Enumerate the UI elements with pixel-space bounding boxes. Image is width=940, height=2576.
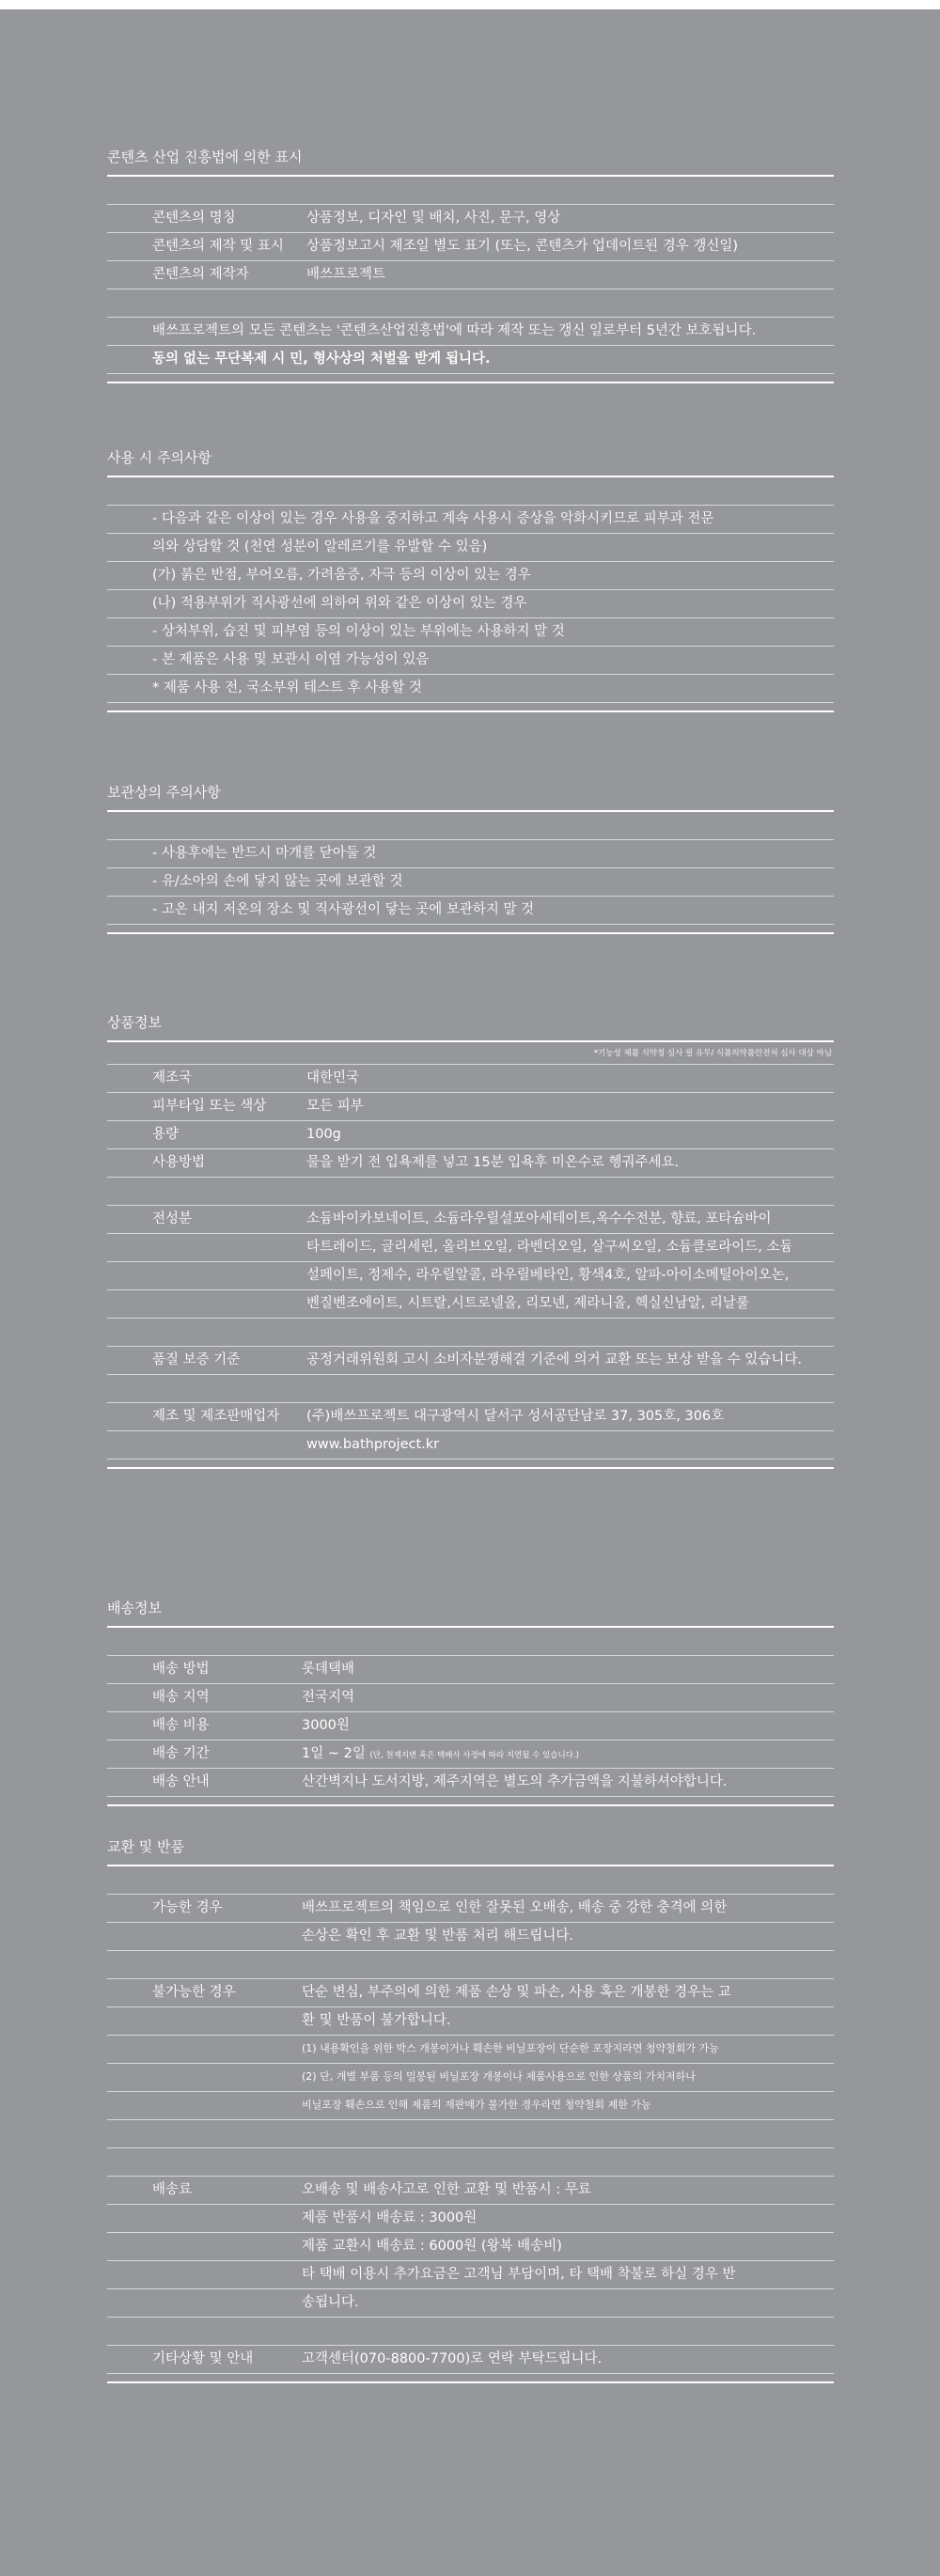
fee-row: 송됩니다.: [107, 2289, 834, 2318]
content-production-row: 콘텐츠의 제작 및 표시 상품정보고시 제조일 별도 표기 (또는, 콘텐츠가 업데이트된 경우 갱신일): [107, 233, 834, 261]
ingredients-row: 설페이트, 정제수, 라우릴알콜, 라우릴베타인, 황색4호, 알파-아이소메틸아이오논,: [107, 1262, 834, 1290]
possible-row: 가능한 경우 배쓰프로젝트의 책임으로 인한 잘못된 오배송, 배송 중 강한 충격에 의한: [107, 1895, 834, 1923]
origin-row: 제조국 대한민국: [107, 1065, 834, 1093]
maker-row: 제조 및 제조판매업자 (주)배쓰프로젝트 대구광역시 달서구 성서공단남로 37, 305호, 306호: [107, 1403, 834, 1431]
website-row: [107, 1431, 834, 1460]
shipping-area-row: 배송 지역 전국지역: [107, 1684, 834, 1712]
content-producer-row: 콘텐츠의 제작자 배쓰프로젝트: [107, 261, 834, 289]
caution-line: (가) 붉은 반점, 부어오름, 가려움증, 자극 등의 이상이 있는 경우: [107, 562, 834, 590]
skin-type-row: 피부타입 또는 색상 모든 피부: [107, 1093, 834, 1121]
section-title: 사용 시 주의사항: [107, 444, 834, 477]
product-info-section: [107, 1008, 834, 1469]
shipping-guide-row: 배송 안내 산간벽지나 도서지방, 제주지역은 별도의 추가금액을 지불하셔야합니다.: [107, 1769, 834, 1797]
section-title: 상품정보: [107, 1008, 834, 1042]
top-bar: [0, 0, 940, 9]
impossible-note: 비닐포장 훼손으로 인해 제품의 재판매가 불가한 경우라면 청약철회 제한 가능: [107, 2092, 834, 2120]
caution-line: - 상처부위, 습진 및 피부염 등의 이상이 있는 부위에는 사용하지 말 것: [107, 618, 834, 647]
shipping-method-row: 배송 방법 롯데택배: [107, 1656, 834, 1684]
storage-line: - 고온 내지 저온의 장소 및 직사광선이 닿는 곳에 보관하지 말 것: [107, 897, 834, 925]
impossible-row: 불가능한 경우 단순 변심, 부주의에 의한 제품 손상 및 파손, 사용 혹은 개봉한 경우는 교: [107, 1979, 834, 2007]
ingredients-row: 타트레이드, 글리세린, 올리브오일, 라벤더오일, 살구씨오일, 소듐클로라이드, 소듐: [107, 1234, 834, 1262]
possible-row: 손상은 확인 후 교환 및 반품 처리 해드립니다.: [107, 1923, 834, 1951]
caution-line: * 제품 사용 전, 국소부위 테스트 후 사용할 것: [107, 675, 834, 703]
fee-row: 배송료 오배송 및 배송사고로 인한 교환 및 반품시 : 무료: [107, 2177, 834, 2205]
section-title: 보관상의 주의사항: [107, 778, 834, 812]
section-title: 교환 및 반품: [107, 1833, 834, 1866]
fee-row: 제품 반품시 배송료 : 3000원: [107, 2205, 834, 2233]
caution-line: 의와 상담할 것 (천연 성분이 알레르기를 유발할 수 있음): [107, 534, 834, 562]
protection-notice: 배쓰프로젝트의 모든 콘텐츠는 '콘텐츠산업진흥법'에 따라 제작 또는 갱신 일로부터 5년간 보호됩니다.: [107, 318, 834, 346]
shipping-section: [107, 1594, 834, 1806]
caution-line: (나) 적용부위가 직사광선에 의하여 위와 같은 이상이 있는 경우: [107, 590, 834, 618]
impossible-row: 환 및 반품이 불가합니다.: [107, 2007, 834, 2036]
impossible-note: (2) 단, 개별 부품 등의 밀봉된 비닐포장 개봉이나 제품사용으로 인한 상품의 가치저하나: [107, 2064, 834, 2092]
fee-row: 타 택배 이용시 추가요금은 고객님 부담이며, 타 택배 착불로 하실 경우 반: [107, 2261, 834, 2289]
content-law-section: [107, 143, 834, 383]
penalty-notice: 동의 없는 무단복제 시 민, 형사상의 처벌을 받게 됩니다.: [107, 346, 834, 374]
volume-row: 용량 100g: [107, 1121, 834, 1149]
quality-row: 품질 보증 기준 공정거래위원회 고시 소비자분쟁해결 기준에 의거 교환 또는 보상 받을 수 있습니다.: [107, 1347, 834, 1375]
caution-section: [107, 444, 834, 712]
exchange-section: [107, 1833, 834, 2383]
shipping-period-row: 배송 기간 1일 ~ 2일 (단, 천재지변 혹은 택배사 사정에 따라 지연될 수 있습니다.): [107, 1741, 834, 1769]
etc-row: 기타상황 및 안내 고객센터(070-8800-7700)로 연락 부탁드립니다.: [107, 2346, 834, 2374]
usage-row: 사용방법 물을 받기 전 입욕제를 넣고 15분 입욕후 미온수로 헹궈주세요.: [107, 1149, 834, 1178]
functional-note: *기능성 제품 식약청 심사 필 유무/ 식품의약품안전처 심사 대상 아님: [107, 1042, 834, 1065]
section-title: 콘텐츠 산업 진흥법에 의한 표시: [107, 143, 834, 177]
caution-line: - 본 제품은 사용 및 보관시 이염 가능성이 있음: [107, 647, 834, 675]
website-link[interactable]: www.bathproject.kr: [306, 1437, 440, 1452]
content-name-row: 콘텐츠의 명칭 상품정보, 디자인 및 배치, 사진, 문구, 영상: [107, 205, 834, 233]
fee-row: 제품 교환시 배송료 : 6000원 (왕복 배송비): [107, 2233, 834, 2261]
ingredients-row: 전성분 소듐바이카보네이트, 소듐라우릴설포아세테이트,옥수수전분, 향료, 포타슘바이: [107, 1206, 834, 1234]
shipping-cost-row: 배송 비용 3000원: [107, 1712, 834, 1741]
impossible-note: (1) 내용확인을 위한 박스 개봉이거나 훼손한 비닐포장이 단순한 포장지라면 청약철회가 가능: [107, 2036, 834, 2064]
caution-line: - 다음과 같은 이상이 있는 경우 사용을 중지하고 계속 사용시 증상을 악화시키므로 피부과 전문: [107, 506, 834, 534]
ingredients-row: 벤질벤조에이트, 시트랄,시트로넬올, 리모넨, 제라니올, 헥실신남알, 리날룰: [107, 1290, 834, 1319]
storage-section: [107, 778, 834, 934]
section-title: 배송정보: [107, 1594, 834, 1628]
storage-line: - 사용후에는 반드시 마개를 닫아둘 것: [107, 840, 834, 868]
storage-line: - 유/소아의 손에 닿지 않는 곳에 보관할 것: [107, 868, 834, 897]
